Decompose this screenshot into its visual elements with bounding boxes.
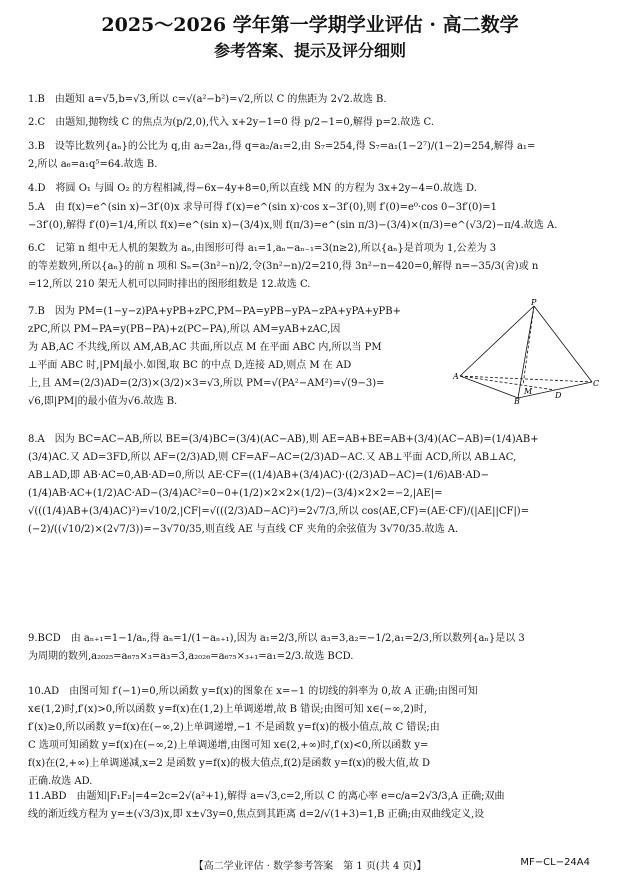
answer-line: C 选项可知函数 y=f(x)在(−∞,2)上单调递增,由图可知 x∈(2,+∞)时,f′(x)<0,所以函数 y= [28,740,429,751]
answer-line: 11.ABD 由题知|F₁F₂|=4=2c=2√(a²+1),解得 a=√3,c=2,所以 C 的离心率 e=c/a=2√3/3,A 正确;双曲 [28,791,505,802]
answer-line: 9.BCD 由 aₙ₊₁=1−1/aₙ,得 aₙ=1/(1−aₙ₊₁),因为 a₁=2/3,所以 a₃=3,a₂=−1/2,a₁=2/3,所以数列{aₙ}是以 3 [28,633,525,644]
label-M: M [524,387,533,396]
answer-line: −3f′(0),解得 f′(0)=1/4,所以 f(x)=e^(sin x)−(3/4)x,则 f(π/3)=e^(sin π/3)−(3/4)×(π/3)=e^(√3/2)−π/4.故选 A. [28,220,558,231]
document-title: 2025～2026 学年第一学期学业评估 · 高二数学 [101,14,519,36]
answer-line: (1/4)AB·AC+(1/2)AC·AD−(3/4)AC²=0−0+(1/2)×2×2×(1/2)−(3/4)×2×2=−2,|AE|= [28,488,443,499]
answer-line: AB⊥AD,即 AB·AC=0,AB·AD=0,所以 AE·CF=((1/4)AB+(3/4)AC)·((2/3)AD−AC)=(1/6)AB·AD− [28,470,489,481]
answer-line: √6,即|PM|的最小值为√6.故选 B. [28,396,178,407]
answer-item [28,114,594,132]
answer-line: =12,所以 210 架无人机可以同时排出的图形组数是 12.故选 C. [28,279,311,290]
answer-line: 的等差数列,所以{aₙ}的前 n 项和 Sₙ=(3n²−n)/2,令(3n²−n)/2=210,得 3n²−n−420=0,解得 n=−35/3(舍)或 n [28,261,539,272]
answer-line: x∈(1,2)时,f′(x)>0,所以函数 y=f(x)在(1,2)上单调递增,故 B 错误;由图可知 x∈(−∞,2)时, [28,704,428,715]
answer-line: 10.AD 由图可知 f′(−1)=0,所以函数 y=f(x)的图象在 x=−1 的切线的斜率为 0,故 A 正确;由图可知 [28,686,478,697]
answer-line: 2,所以 a₆=a₁q⁵=64.故选 B. [28,159,158,170]
footer-code: MF−CL−24A4 [520,857,590,868]
label-P: P [531,298,537,307]
label-A: A [453,372,459,381]
answer-item [28,180,594,198]
answer-line: 8.A 因为 BC=AC−AB,所以 BE=(3/4)BC=(3/4)(AC−AB),则 AE=AB+BE=AB+(3/4)(AC−AB)=(1/4)AB+ [28,434,539,445]
answer-line: 5.A 由 f(x)=e^(sin x)−3f′(0)x 求导可得 f′(x)=e^(sin x)·cos x−3f′(0),则 f′(0)=e⁰·cos 0−3f′(0)=1 [28,202,498,213]
document-subtitle: 参考答案、提示及评分细则 [213,41,406,60]
answer-line: 为 AB,AC 不共线,所以 AM,AB,AC 共面,所以点 M 在平面 ABC 内,所以当 PM [28,342,382,353]
answer-line: 为周期的数列,a₂₀₂₅=a₆₇₅×₃=a₃=3,a₂₀₂₆=a₆₇₅×₃₊₁=a₁=2/3.故选 BCD. [28,651,354,662]
answer-line: (−2)/((√10/2)×(2√7/3))=−3√70/35,则直线 AE 与直线 CF 夹角的余弦值为 3√70/35.故选 A. [28,524,459,535]
label-B: B [514,397,520,406]
answer-item [28,431,594,539]
answer-line: 正确.故选 AD. [28,776,93,787]
answer-line: 3.B 设等比数列{aₙ}的公比为 q,由 a₂=2a₁,得 q=a₂/a₁=2,由 S₇=254,得 S₇=a₁(1−2⁷)/(1−2)=254,解得 a₁= [28,141,536,152]
label-C: C [593,379,600,388]
answer-line: f′(x)≥0,所以函数 y=f(x)在(−∞,2)上单调递增,−1 不是函数 y=f(x)的极小值点,故 C 错误;由 [28,722,440,733]
answer-item [28,91,594,109]
answer-line: 2.C 由题知,抛物线 C 的焦点为(p/2,0),代入 x+2y−1=0 得 p/2−1=0,解得 p=2.故选 C. [28,117,435,128]
answer-item [28,303,458,411]
answer-line: ⊥平面 ABC 时,|PM|最小.如图,取 BC 的中点 D,连接 AD,则点 M 在 AD [28,360,352,371]
answer-line: 线的渐近线方程为 y=±(√3/3)x,即 x±√3y=0,焦点到其距离 d=2/√(1+3)=1,B 正确;由双曲线定义,设 [28,809,485,820]
answer-item [28,788,594,824]
footer-page-info: 【高二学业评估 · 数学参考答案 第 1 页(共 4 页)】 [193,861,427,872]
answer-item [28,240,594,294]
answer-item [28,138,594,174]
answer-line: 上,且 AM=(2/3)AD=(2/3)×(3/2)×3=√3,所以 PM=√(PA²−AM²)=√(9−3)= [28,378,385,389]
answer-line: (3/4)AC.又 AD=3FD,所以 AF=(2/3)AD,则 CF=AF−AC=(2/3)AD−AC.又 AB⊥平面 ACD,所以 AB⊥AC, [28,452,517,463]
answer-line: 4.D 将圆 O₁ 与圆 O₂ 的方程相减,得−6x−4y+8=0,所以直线 MN 的方程为 3x+2y−4=0.故选 D. [28,183,477,194]
pyramid-figure [453,298,600,406]
answer-line: 7.B 因为 PM=(1−y−z)PA+yPB+zPC,PM−PA=yPB−yPA−zPA+yPA+yPB+ [28,306,402,317]
answer-line: 1.B 由题知 a=√5,b=√3,所以 c=√(a²−b²)=√2,所以 C 的焦距为 2√2.故选 B. [28,94,387,105]
answer-item [28,199,594,235]
answer-line: √(((1/4)AB+(3/4)AC)²)=√10/2,|CF|=√(((2/3)AD−AC)²)=2√7/3,所以 cos⟨AE,CF⟩=(AE·CF)/(|AE||CF|)= [28,506,530,517]
answer-item [28,683,594,791]
answer-item [28,630,594,666]
answer-line: zPC,所以 PM−PA=y(PB−PA)+z(PC−PA),所以 AM=yAB+zAC,因 [28,324,341,335]
label-D: D [555,391,562,400]
answer-line: f(x)在(2,+∞)上单调递减,x=2 是函数 y=f(x)的极大值点,f(2)是函数 y=f(x)的极大值,故 D [28,758,431,769]
answer-line: 6.C 记第 n 组中无人机的架数为 aₙ,由图形可得 a₁=1,aₙ−aₙ₋₁=3(n≥2),所以{aₙ}是首项为 1,公差为 3 [28,243,497,254]
